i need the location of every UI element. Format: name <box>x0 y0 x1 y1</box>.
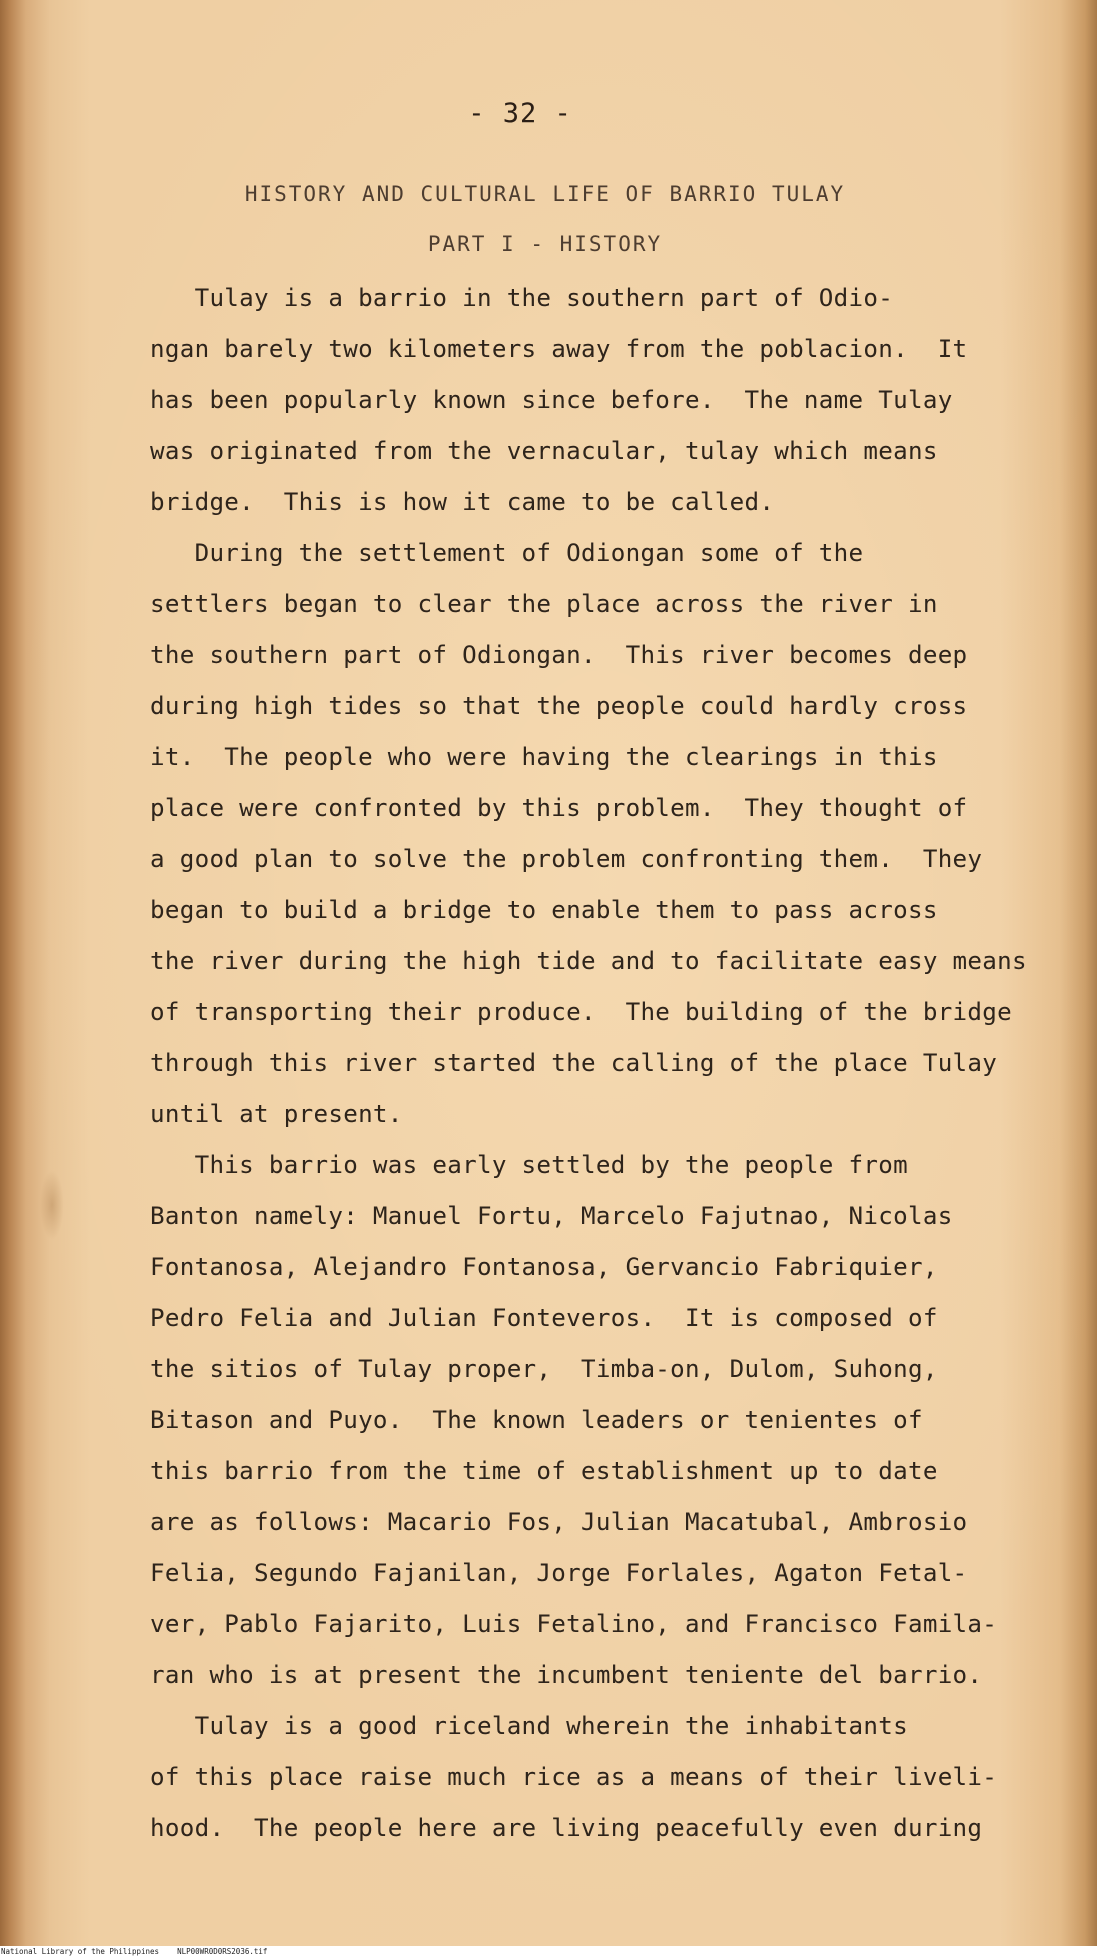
text-line: ver, Pablo Fajarito, Luis Fetalino, and Francisco Famila- <box>150 1610 998 1638</box>
text-line: Bitason and Puyo. The known leaders or tenientes of <box>150 1406 923 1434</box>
text-line: during high tides so that the people could hardly cross <box>150 692 968 720</box>
text-line: of this place raise much rice as a means of their liveli- <box>150 1763 998 1791</box>
text-line: has been popularly known since before. The name Tulay <box>150 386 953 414</box>
text-line: the river during the high tide and to facilitate easy means <box>150 947 1027 975</box>
text-line: began to build a bridge to enable them to pass across <box>150 896 938 924</box>
text-line: Pedro Felia and Julian Fonteveros. It is composed of <box>150 1304 938 1332</box>
text-line: this barrio from the time of establishment up to date <box>150 1457 938 1485</box>
text-line: the sitios of Tulay proper, Timba-on, Dulom, Suhong, <box>150 1355 938 1383</box>
text-line: During the settlement of Odiongan some of the <box>150 539 864 567</box>
text-line: Tulay is a good riceland wherein the inhabitants <box>150 1712 908 1740</box>
text-line: of transporting their produce. The building of the bridge <box>150 998 1013 1026</box>
page-number: - 32 - <box>468 98 572 129</box>
text-line: ngan barely two kilometers away from the poblacion. It <box>150 335 968 363</box>
text-line: was originated from the vernacular, tulay which means <box>150 437 938 465</box>
text-line: a good plan to solve the problem confronting them. They <box>150 845 983 873</box>
text-line: This barrio was early settled by the people from <box>150 1151 908 1179</box>
scan-footer: National Library of the Philippines NLP00WR0D0RS2036.tif <box>0 1946 1097 1958</box>
text-line: place were confronted by this problem. They thought of <box>150 794 968 822</box>
text-line: settlers began to clear the place across the river in <box>150 590 938 618</box>
text-line: Tulay is a barrio in the southern part of Odio- <box>150 284 894 312</box>
section-heading: PART I - HISTORY <box>427 232 663 256</box>
document-title: HISTORY AND CULTURAL LIFE OF BARRIO TULAY <box>244 182 846 206</box>
text-line: Fontanosa, Alejandro Fontanosa, Gervancio Fabriquier, <box>150 1253 938 1281</box>
text-line: it. The people who were having the clearings in this <box>150 743 938 771</box>
text-line: Felia, Segundo Fajanilan, Jorge Forlales, Agaton Fetal- <box>150 1559 968 1587</box>
text-line: the southern part of Odiongan. This river becomes deep <box>150 641 968 669</box>
body-text <box>150 273 1050 1854</box>
text-line: ran who is at present the incumbent teniente del barrio. <box>150 1661 983 1689</box>
text-line: bridge. This is how it came to be called. <box>150 488 775 516</box>
text-line: are as follows: Macario Fos, Julian Macatubal, Ambrosio <box>150 1508 968 1536</box>
paper-stain <box>40 1170 64 1240</box>
text-line: through this river started the calling of the place Tulay <box>150 1049 998 1077</box>
text-line: Banton namely: Manuel Fortu, Marcelo Fajutnao, Nicolas <box>150 1202 953 1230</box>
text-line: hood. The people here are living peacefully even during <box>150 1814 983 1842</box>
text-line: until at present. <box>150 1100 403 1128</box>
